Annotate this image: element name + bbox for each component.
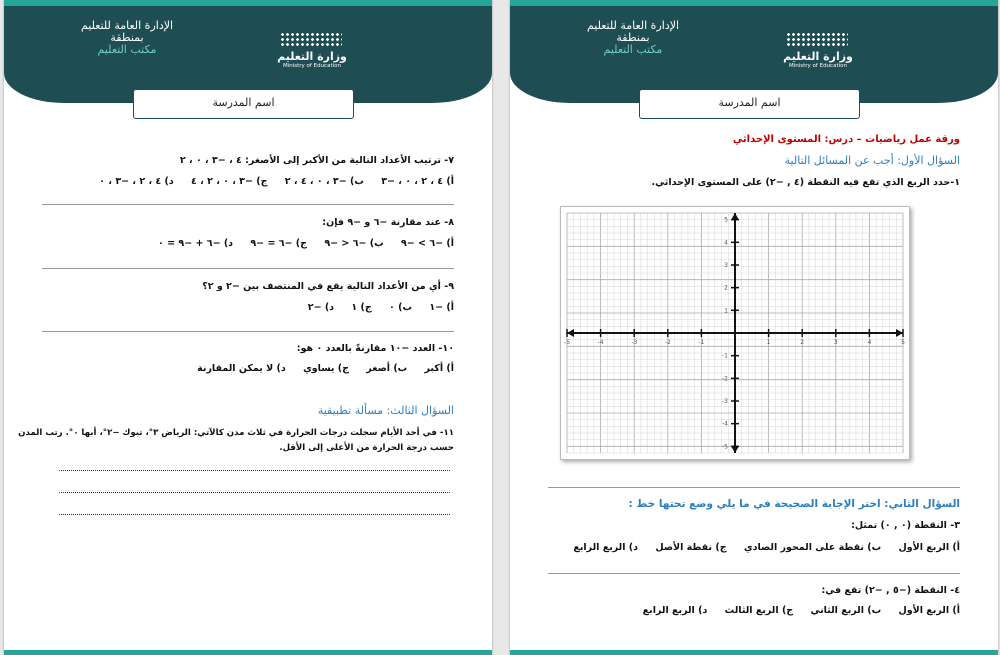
x-tick-label: 2 bbox=[800, 339, 805, 346]
option-b[interactable]: ب) ٠ bbox=[388, 302, 412, 313]
divider bbox=[548, 573, 960, 574]
bottom-accent-bar bbox=[4, 650, 492, 655]
directorate-line2: بمنطقة bbox=[110, 31, 144, 44]
option-a[interactable]: أ) الربع الأول bbox=[898, 542, 960, 553]
directorate-line1: الإدارة العامة للتعليم bbox=[80, 19, 174, 32]
question-9: ٩- أي من الأعداد التالية يقع في المنتصف بين −٢ و ٢؟ bbox=[202, 281, 454, 292]
question-9-options bbox=[294, 302, 454, 313]
option-a[interactable]: أ) −١ bbox=[429, 302, 454, 313]
bottom-accent-bar bbox=[510, 650, 998, 655]
question-11-line2: حسب درجة الحرارة من الأعلى إلى الأقل. bbox=[279, 443, 454, 453]
option-a[interactable]: أ) أكبر bbox=[424, 363, 454, 374]
divider bbox=[548, 487, 960, 488]
y-tick-label: 2 bbox=[724, 284, 728, 292]
y-tick-label: -4 bbox=[722, 420, 728, 428]
x-tick-label: 4 bbox=[867, 339, 872, 346]
school-name-field[interactable]: اسم المدرسة bbox=[639, 89, 860, 119]
option-b[interactable]: ب) −٦ < −٩ bbox=[324, 238, 384, 249]
x-tick-label: -1 bbox=[698, 339, 705, 346]
coordinate-plane[interactable] bbox=[561, 207, 909, 459]
x-axis-arrow-right bbox=[896, 329, 903, 337]
option-c[interactable]: ج) −٦ = −٩ bbox=[250, 238, 307, 249]
ministry-name-ar: وزارة التعليم bbox=[277, 50, 347, 63]
office-label: مكتب التعليم bbox=[97, 43, 157, 56]
ministry-name-en: Ministry of Education bbox=[788, 63, 847, 69]
option-a[interactable]: أ) ٤ ، ٢ ، ٠ ، −٣ bbox=[381, 176, 454, 187]
y-tick-label: 3 bbox=[724, 262, 728, 269]
ministry-name-ar: وزارة التعليم bbox=[783, 50, 853, 63]
ministry-logo bbox=[272, 32, 352, 82]
y-tick-label: -3 bbox=[722, 398, 728, 405]
divider bbox=[42, 268, 454, 269]
option-a[interactable]: أ) الربع الأول bbox=[898, 605, 960, 616]
option-b[interactable]: ب) أصغر bbox=[366, 363, 408, 374]
y-tick-label: -1 bbox=[722, 352, 728, 360]
x-tick-label: -2 bbox=[664, 339, 671, 346]
option-b[interactable]: ب) −٣ ، ٠ ، ٤ ، ٢ bbox=[284, 176, 364, 187]
x-axis-arrow-left bbox=[567, 329, 574, 337]
option-d[interactable]: د) −٦ + −٩ = ٠ bbox=[158, 238, 234, 249]
directorate-block bbox=[52, 20, 202, 56]
option-b[interactable]: ب) الربع الثاني bbox=[810, 605, 882, 616]
divider bbox=[42, 204, 454, 205]
question-11-line1: ١١- في أحد الأيام سجلت درجات الحرارة في ثلاث مدن كالآتي: الرياض ٣°، تبوك −٢°، أبها ٠°. رتب المدن bbox=[18, 428, 454, 438]
answer-line[interactable] bbox=[59, 470, 450, 471]
logo-dots-icon bbox=[786, 32, 848, 48]
question-4-options bbox=[629, 605, 960, 616]
x-tick-label: -3 bbox=[631, 339, 638, 346]
worksheet-title: ورقة عمل رياضيات – درس: المستوى الإحداثي bbox=[732, 134, 960, 145]
x-tick-label: -5 bbox=[564, 339, 570, 346]
x-tick-label: 1 bbox=[766, 339, 771, 346]
section-3-title: السؤال الثالث: مسألة تطبيقية bbox=[317, 404, 454, 417]
y-tick-label: -5 bbox=[722, 443, 728, 451]
worksheet-page-right bbox=[510, 0, 998, 655]
option-c[interactable]: ج) الربع الثالث bbox=[724, 605, 794, 616]
y-tick-label: 1 bbox=[724, 307, 728, 315]
coordinate-grid-frame bbox=[560, 206, 910, 460]
option-b[interactable]: ب) نقطة على المحور الصادي bbox=[743, 542, 882, 553]
office-label: مكتب التعليم bbox=[603, 43, 663, 56]
question-3-options bbox=[559, 542, 960, 553]
x-tick-label: 3 bbox=[833, 339, 838, 346]
section-1-title: السؤال الأول: أجب عن المسائل التالية bbox=[784, 154, 960, 167]
directorate-line1: الإدارة العامة للتعليم bbox=[586, 19, 680, 32]
x-tick-label: -4 bbox=[597, 339, 604, 346]
x-tick-label: 5 bbox=[901, 339, 905, 346]
y-tick-label: 5 bbox=[724, 216, 728, 224]
question-10: ١٠- العدد −١٠ مقارنةً بالعدد ٠ هو: bbox=[296, 343, 454, 354]
option-c[interactable]: ج) نقطة الأصل bbox=[655, 542, 727, 553]
y-tick-label: 4 bbox=[724, 239, 728, 247]
ministry-name-en: Ministry of Education bbox=[282, 63, 341, 69]
option-d[interactable]: د) الربع الرابع bbox=[573, 542, 639, 553]
question-7: ٧- ترتيب الأعداد التالية من الأكبر إلى الأصغر: ٤ ، −٣ ، ٠ ، ٢ bbox=[179, 155, 454, 166]
question-4: ٤- النقطة (−٥ , −٢) تقع في: bbox=[821, 585, 960, 596]
ministry-logo bbox=[778, 32, 858, 82]
answer-line[interactable] bbox=[59, 514, 450, 515]
option-a[interactable]: أ) −٦ > −٩ bbox=[400, 238, 454, 249]
divider bbox=[42, 331, 454, 332]
option-d[interactable]: د) لا يمكن المقارنة bbox=[197, 363, 286, 374]
logo-dots-icon bbox=[280, 32, 342, 48]
worksheet-page-left bbox=[4, 0, 492, 655]
school-name-field[interactable]: اسم المدرسة bbox=[133, 89, 354, 119]
option-d[interactable]: د) −٢ bbox=[307, 302, 335, 313]
option-c[interactable]: ج) −٣ ، ٠ ، ٢ ، ٤ bbox=[191, 176, 268, 187]
question-8: ٨- عند مقارنة −٦ و −٩ فإن: bbox=[322, 217, 454, 228]
directorate-line2: بمنطقة bbox=[616, 31, 650, 44]
question-3: ٣- النقطة (٠ , ٠) تمثل: bbox=[851, 520, 960, 531]
option-d[interactable]: د) الربع الرابع bbox=[642, 605, 708, 616]
answer-line[interactable] bbox=[59, 492, 450, 493]
directorate-block bbox=[558, 20, 708, 56]
option-c[interactable]: ج) ١ bbox=[351, 302, 372, 313]
question-7-options bbox=[85, 176, 454, 187]
question-8-options bbox=[144, 238, 454, 249]
option-d[interactable]: د) ٤ ، ٢ ، −٣ ، ٠ bbox=[99, 176, 174, 187]
option-c[interactable]: ج) يساوي bbox=[303, 363, 349, 374]
section-2-title: السؤال الثاني: اختر الإجابة الصحيحة في ما يلي وضع تحتها خط : bbox=[628, 498, 960, 510]
question-10-options bbox=[183, 363, 454, 374]
question-1: ١-حدد الربع الذي تقع فيه النقطة (٤ , −٢) على المستوى الإحداثي. bbox=[651, 177, 960, 188]
y-tick-label: -2 bbox=[722, 375, 728, 383]
